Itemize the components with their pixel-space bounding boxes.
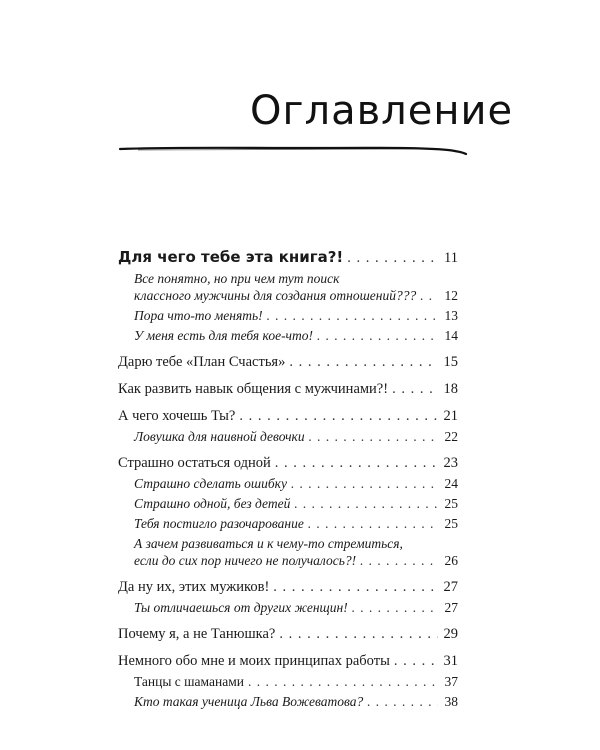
toc-entry-title: Как развить навык общения с мужчинами?!: [118, 381, 389, 397]
leader-dots: [352, 599, 438, 616]
toc-entry-page: 25: [444, 516, 458, 531]
toc-entry-title: Немного обо мне и моих принципах работы: [118, 653, 390, 669]
toc-entry-page: 29: [443, 626, 458, 642]
toc-subentry[interactable]: [118, 693, 458, 710]
leader-dots: [347, 250, 438, 267]
toc-entry[interactable]: [118, 653, 458, 670]
toc-entry-page: 21: [443, 408, 458, 424]
toc-entry-title: Почему я, а не Танюшка?: [118, 626, 276, 642]
toc-entry[interactable]: [118, 249, 458, 267]
toc-entry-page: 38: [444, 694, 458, 709]
toc-entry-page: 12: [444, 288, 458, 303]
leader-dots: [308, 515, 438, 532]
toc-entry-title-line1: Все понятно, но при чем тут поиск: [134, 271, 340, 286]
toc-entry-title: У меня есть для тебя кое-что!: [134, 328, 313, 343]
toc-entry-title: Ты отличаешься от других женщин!: [134, 600, 348, 615]
toc-subentry[interactable]: [118, 428, 458, 445]
leader-dots: [248, 673, 438, 690]
toc-subentry[interactable]: [118, 307, 458, 324]
toc-entry-title: если до сих пор ничего не получалось?!: [134, 553, 357, 568]
toc-entry[interactable]: [118, 579, 458, 596]
toc-entry-page: 27: [443, 579, 458, 595]
leader-dots: [309, 428, 438, 445]
toc-entry[interactable]: [118, 626, 458, 643]
toc-entry[interactable]: [118, 354, 458, 371]
toc-subentry[interactable]: [118, 673, 458, 690]
leader-dots: [394, 653, 438, 670]
toc-entry-title: Страшно остаться одной: [118, 455, 271, 471]
leader-dots: [275, 455, 438, 472]
toc-entry-title: Кто такая ученица Льва Вожеватова?: [134, 694, 364, 709]
toc-entry-title-line1: А зачем развиваться и к чему-то стремиться,: [134, 536, 403, 551]
leader-dots: [392, 381, 438, 398]
toc-entry-title: Страшно одной, без детей: [134, 496, 291, 511]
leader-dots: [317, 327, 438, 344]
toc-entry-page: 26: [444, 553, 458, 568]
toc-subentry[interactable]: [118, 535, 458, 569]
toc-entry-title: Танцы с шаманами: [134, 674, 244, 689]
toc-entry-page: 24: [444, 476, 458, 491]
toc-entry-title: Да ну их, этих мужиков!: [118, 579, 270, 595]
toc-entry-title: Для чего тебе эта книга?!: [118, 248, 344, 266]
leader-dots: [279, 626, 438, 643]
toc-entry-page: 22: [444, 429, 458, 444]
toc-entry-title: классного мужчины для создания отношений???: [134, 288, 417, 303]
toc-entry[interactable]: [118, 455, 458, 472]
toc-subentry[interactable]: [118, 599, 458, 616]
leader-dots: [360, 552, 438, 569]
toc-entry[interactable]: [118, 408, 458, 425]
toc-subentry[interactable]: [118, 475, 458, 492]
toc-entry-page: 14: [444, 328, 458, 343]
toc-entry-page: 15: [443, 354, 458, 370]
toc-entry-title: Пора что-то менять!: [134, 308, 263, 323]
toc-subentry[interactable]: [118, 327, 458, 344]
page-title: Оглавление: [250, 88, 514, 134]
leader-dots: [367, 693, 438, 710]
leader-dots: [289, 354, 438, 371]
toc-entry-page: 18: [443, 381, 458, 397]
toc-entry[interactable]: [118, 381, 458, 398]
leader-dots: [291, 475, 438, 492]
leader-dots: [239, 408, 438, 425]
toc-entry-page: 37: [444, 674, 458, 689]
toc-entry-page: 23: [443, 455, 458, 471]
toc-entry-page: 25: [444, 496, 458, 511]
toc-entry-title: Тебя постигло разочарование: [134, 516, 304, 531]
toc-subentry[interactable]: [118, 270, 458, 304]
leader-dots: [273, 579, 438, 596]
toc-entry-title: Дарю тебе «План Счастья»: [118, 354, 286, 370]
toc-subentry[interactable]: [118, 495, 458, 512]
toc-entry-page: 11: [444, 250, 458, 266]
leader-dots: [420, 287, 438, 304]
table-of-contents: [118, 249, 458, 713]
toc-entry-title: А чего хочешь Ты?: [118, 408, 236, 424]
toc-entry-page: 31: [443, 653, 458, 669]
leader-dots: [294, 495, 438, 512]
toc-entry-page: 13: [444, 308, 458, 323]
leader-dots: [267, 307, 438, 324]
toc-entry-title: Ловушка для наивной девочки: [134, 429, 305, 444]
toc-entry-title: Страшно сделать ошибку: [134, 476, 287, 491]
toc-entry-page: 27: [444, 600, 458, 615]
toc-subentry[interactable]: [118, 515, 458, 532]
title-underline: [118, 138, 468, 160]
